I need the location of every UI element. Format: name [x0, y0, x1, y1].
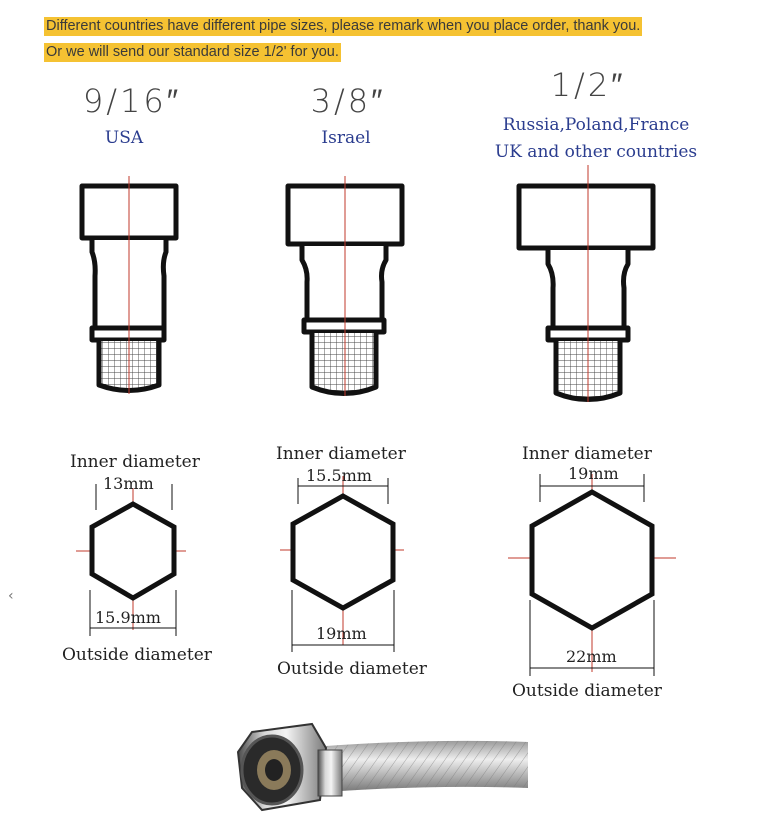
size-label-europe: 1/2″: [550, 66, 626, 104]
notice-line-1: Different countries have different pipe sizes, please remark when you place order, thank you.: [46, 18, 641, 34]
inner-mm-usa: 13mm: [103, 474, 154, 493]
outer-mm-israel: 19mm: [316, 624, 367, 643]
inner-mm-europe: 19mm: [568, 464, 619, 483]
size-label-israel: 3/8″: [310, 82, 386, 120]
country-europe-line-2: UK and other countries: [494, 142, 698, 162]
inner-diameter-label-usa: Inner diameter: [70, 452, 200, 472]
inner-diameter-label-europe: Inner diameter: [522, 444, 652, 464]
hexagon-europe: [508, 474, 676, 676]
braided-hose-image: [238, 724, 528, 810]
country-europe: Russia,Poland,France: [502, 115, 690, 135]
chevron-left-icon[interactable]: ‹: [8, 588, 14, 604]
inner-mm-israel: 15.5mm: [306, 466, 372, 485]
outer-mm-usa: 15.9mm: [95, 608, 161, 627]
notice-line-2: Or we will send our standard size 1/2' for you.: [46, 44, 339, 60]
outside-diameter-label-europe: Outside diameter: [512, 681, 662, 701]
country-israel: Israel: [321, 128, 371, 148]
size-label-usa: 9/16″: [82, 82, 182, 120]
country-usa: USA: [104, 128, 144, 148]
inner-diameter-label-israel: Inner diameter: [276, 444, 406, 464]
fitting-europe: [519, 186, 653, 400]
outer-mm-europe: 22mm: [566, 647, 617, 666]
outside-diameter-label-israel: Outside diameter: [277, 659, 427, 679]
outside-diameter-label-usa: Outside diameter: [62, 645, 212, 665]
